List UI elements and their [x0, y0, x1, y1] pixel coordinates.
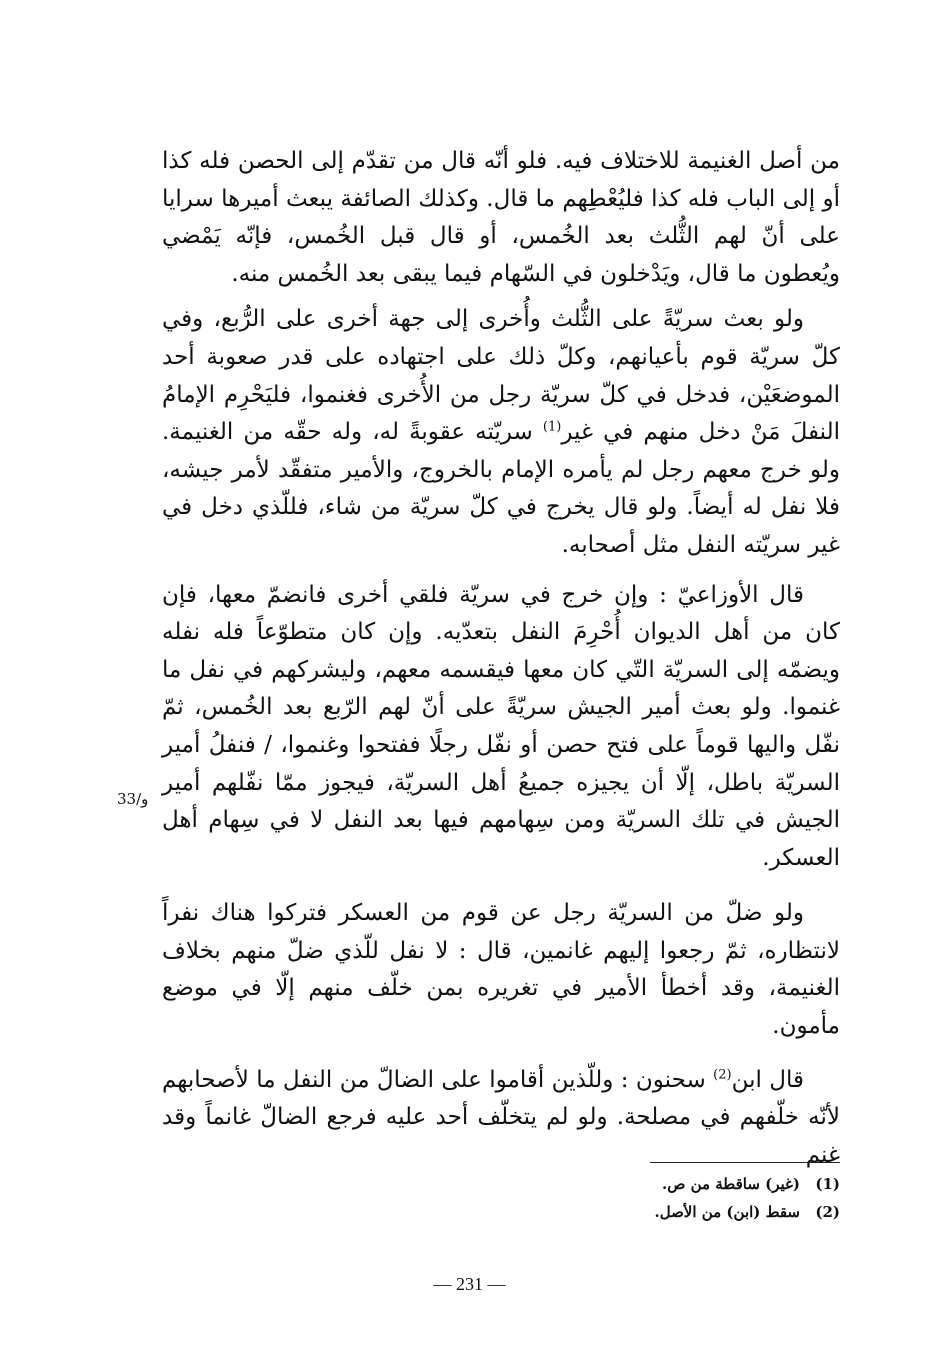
manuscript-folio-marker: 33/و	[117, 790, 149, 808]
footnote-number: (2)	[815, 1203, 840, 1221]
main-text	[162, 143, 840, 1174]
paragraph-text: ولو ضلّ من السريّة رجل عن قوم من العسكر فتركوا هناك نفراً لانتظاره، ثمّ رجعوا إليهم غانمين، قال : لا نفل للّذي ضلّ منهم بخلاف الغنيمة، وقد أخطأ الأمير في تغريره بمن خلّف منهم إلّا في موضع مأمون.	[162, 900, 840, 1040]
footnote-number: (1)	[815, 1175, 840, 1193]
paragraph-4	[162, 895, 840, 1045]
paragraph-2	[162, 301, 840, 564]
page-number: — 231 —	[433, 1274, 506, 1294]
paragraph-1	[162, 143, 840, 293]
footnote-2	[500, 1198, 840, 1226]
paragraph-5	[162, 1062, 840, 1175]
footnote-1	[500, 1170, 840, 1198]
paragraph-3	[162, 577, 840, 878]
footnote-divider	[650, 1162, 840, 1163]
paragraph-text: سريّته عقوبةً له، وله حقّه من الغنيمة. ولو خرج معهم رجل لم يأمره الإمام بالخروج، والأمير متفقّد لأمر جيشه، فلا نفل له أيضاً. ولو قال يخرج في كلّ سريّة من شاء، فللّذي دخل في غير سريّته النفل مثل أصحابه.	[162, 419, 840, 558]
paragraph-text: ولو بعث سريّةً على الثُّلث وأُخرى إلى جهة أخرى على الرُّبع، وفي كلّ سريّة قوم بأعيانهم، وكلّ ذلك على اجتهاده على قدر صعوبة أحد الموضعَيْن، فدخل في كلّ سريّة رجل من الأُخرى فغنموا، فليَحْرِم الإمامُ النفلَ مَنْ دخل منهم في غير	[162, 306, 840, 446]
paragraph-text: سحنون : وللّذين أقاموا على الضالّ من النفل ما لأصحابهم لأنّه خلّفهم في مصلحة. ولو لم يتخلّف أحد عليه فرجع الضالّ غانماً وقد غنم	[162, 1066, 840, 1168]
footnote-text: سقط (ابن) من الأصل.	[654, 1203, 800, 1221]
footnote-ref-1: (1)	[542, 419, 562, 435]
footnotes	[500, 1170, 840, 1226]
paragraph-text: قال الأوزاعيّ : وإن خرج في سريّة فلقي أخرى فانضمّ معها، فإن كان من أهل الديوان أُحْرِمَ النفل بتعدّيه. وإن كان متطوّعاً فله نفله ويضمّه إلى السريّة التّي كان معها فيقسمه معهم، وليشركهم في نفل ما غنموا. ولو بعث أمير الجيش سريّةً على أنّ لهم الرّبع بعد الخُمس، ثمّ نفّل واليها قوماً على فتح حصن أو نفّل رجلًا ففتحوا وغنموا، / فنفلُ أمير السريّة باطل، إلّا أن يجيزه جميعُ أهل السريّة، فيجوز ممّا نفّلهم أمير الجيش في تلك السريّة ومن سِهامهم فيها بعد النفل لا في سِهام أهل العسكر.	[162, 581, 840, 871]
footnote-ref-2: (2)	[713, 1067, 732, 1082]
paragraph-text: من أصل الغنيمة للاختلاف فيه. فلو أنّه قال من تقدّم إلى الحصن فله كذا أو إلى الباب فله كذا فليُعْطِهم ما قال. وكذلك الصائفة يبعث أميرها سرايا على أنّ لهم الثُّلث بعد الخُمس، أو قال قبل الخُمس، فإنّه يَمْضي ويُعطون ما قال، ويَدْخلون في السّهام فيما يبقى بعد الخُمس منه.	[162, 148, 840, 287]
footnote-text: (غير) ساقطة من ص.	[662, 1175, 800, 1193]
paragraph-text: قال ابن	[731, 1066, 804, 1093]
